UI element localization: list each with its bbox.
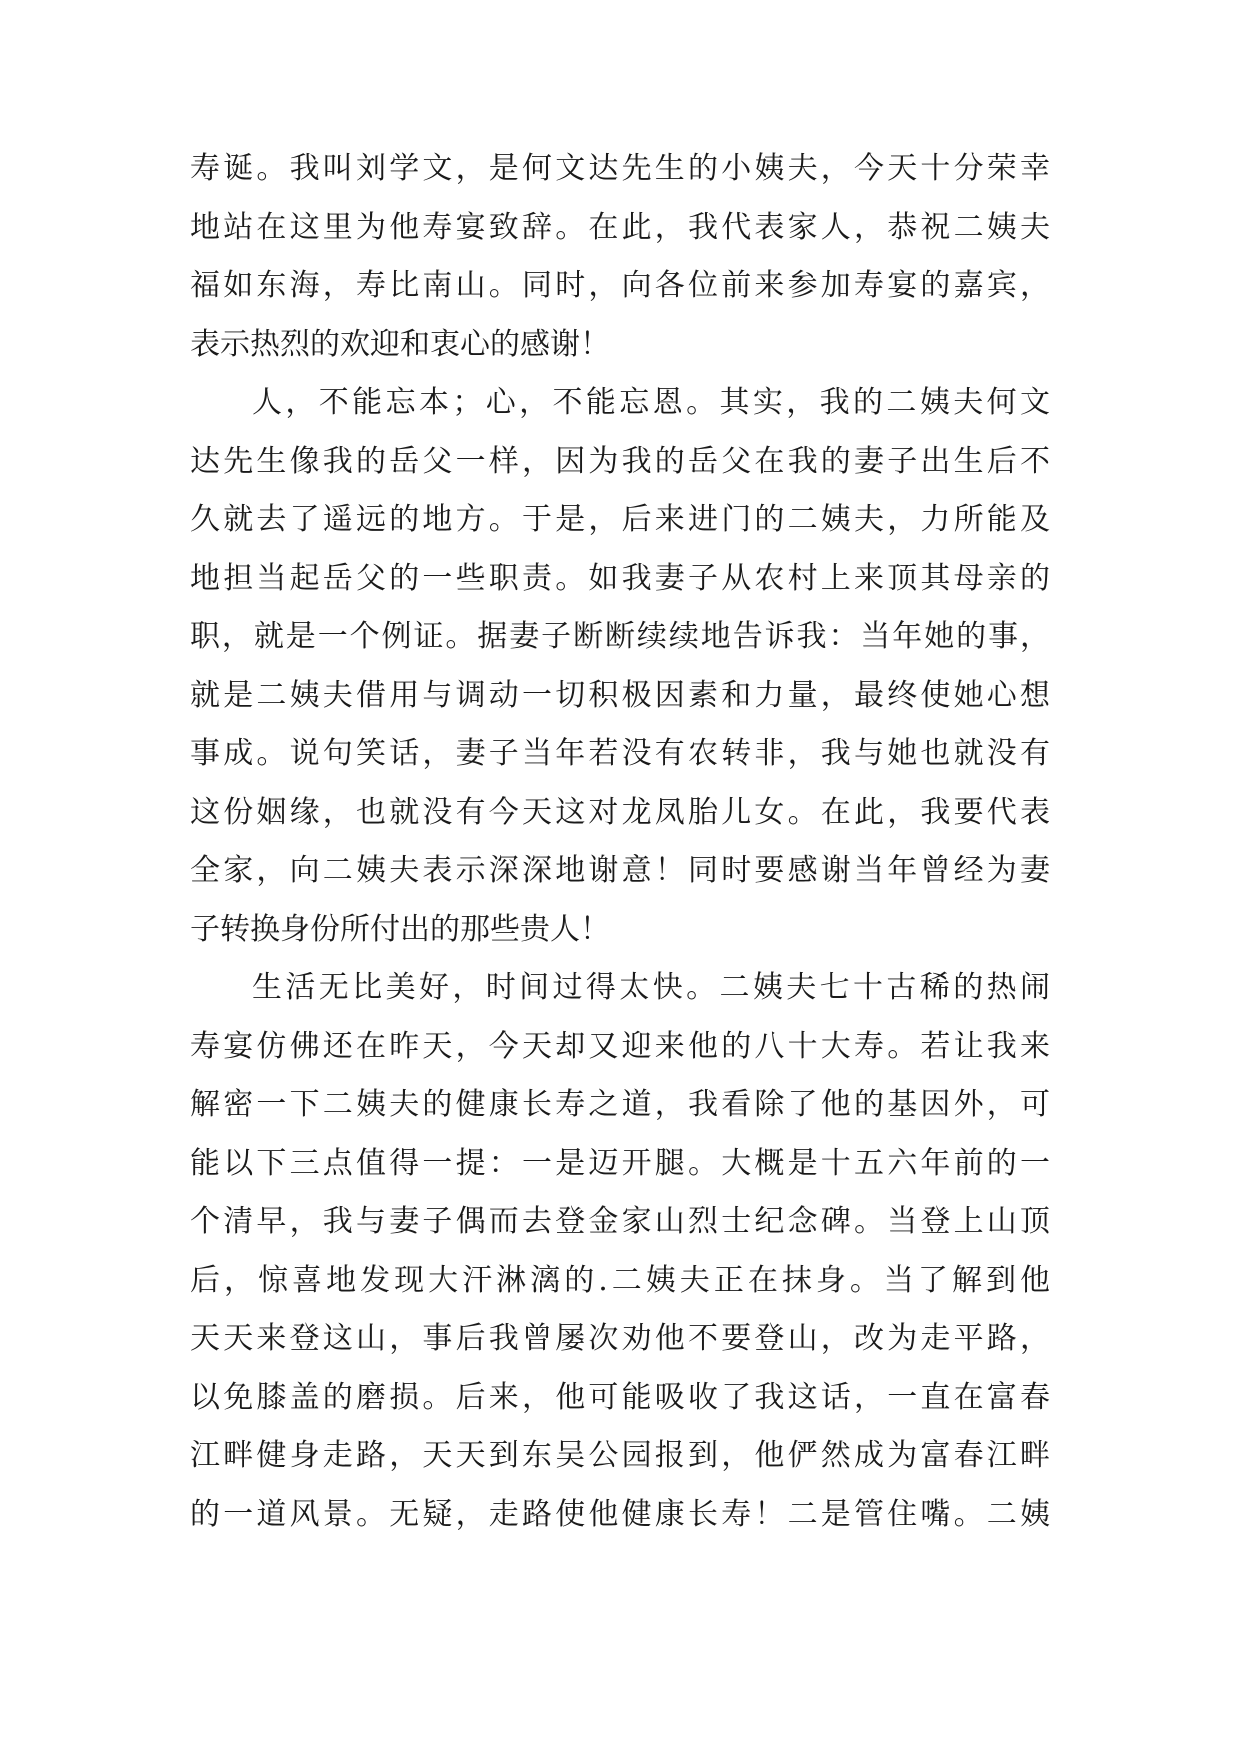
text-line: 这份姻缘，也就没有今天这对龙凤胎儿女。在此，我要代表 [190, 794, 1050, 830]
text-line: 子转换身份所付出的那些贵人！ [190, 911, 610, 947]
text-line: 后，惊喜地发现大汗淋漓的.二姨夫正在抹身。当了解到他 [190, 1262, 1050, 1298]
text-line: 表示热烈的欢迎和衷心的感谢！ [190, 326, 610, 362]
text-line: 事成。说句笑话，妻子当年若没有农转非，我与她也就没有 [190, 736, 1050, 771]
body-text [190, 140, 1050, 1544]
text-line: 能以下三点值得一提：一是迈开腿。大概是十五六年前的一 [190, 1145, 1050, 1181]
text-line: 久就去了遥远的地方。于是，后来进门的二姨夫，力所能及 [190, 502, 1050, 537]
text-line: 解密一下二姨夫的健康长寿之道，我看除了他的基因外，可 [190, 1087, 1050, 1122]
text-line: 全家，向二姨夫表示深深地谢意！同时要感谢当年曾经为妻 [190, 853, 1050, 888]
paragraph-first-line: 生活无比美好，时间过得太快。二姨夫七十古稀的热闹 [252, 970, 1050, 1005]
text-line: 个清早，我与妻子偶而去登金家山烈士纪念碑。当登上山顶 [190, 1204, 1050, 1239]
paragraph-first-line: 人，不能忘本；心，不能忘恩。其实，我的二姨夫何文 [252, 385, 1050, 420]
text-line: 福如东海，寿比南山。同时，向各位前来参加寿宴的嘉宾， [190, 268, 1050, 303]
text-line: 天天来登这山，事后我曾屡次劝他不要登山，改为走平路， [190, 1321, 1050, 1356]
text-line: 以免膝盖的磨损。后来，他可能吸收了我这话，一直在富春 [190, 1379, 1050, 1415]
text-line: 职，就是一个例证。据妻子断断续续地告诉我：当年她的事， [190, 619, 1050, 654]
text-line: 江畔健身走路，天天到东吴公园报到，他俨然成为富春江畔 [190, 1438, 1050, 1473]
text-line: 寿诞。我叫刘学文，是何文达先生的小姨夫，今天十分荣幸 [190, 151, 1050, 186]
text-line: 寿宴仿佛还在昨天，今天却又迎来他的八十大寿。若让我来 [190, 1028, 1050, 1064]
text-line: 地担当起岳父的一些职责。如我妻子从农村上来顶其母亲的 [190, 560, 1050, 596]
text-line: 地站在这里为他寿宴致辞。在此，我代表家人，恭祝二姨夫 [190, 209, 1050, 245]
text-line: 就是二姨夫借用与调动一切积极因素和力量，最终使她心想 [190, 677, 1050, 713]
text-line: 达先生像我的岳父一样，因为我的岳父在我的妻子出生后不 [190, 443, 1050, 479]
text-line: 的一道风景。无疑，走路使他健康长寿！二是管住嘴。二姨 [190, 1496, 1050, 1532]
